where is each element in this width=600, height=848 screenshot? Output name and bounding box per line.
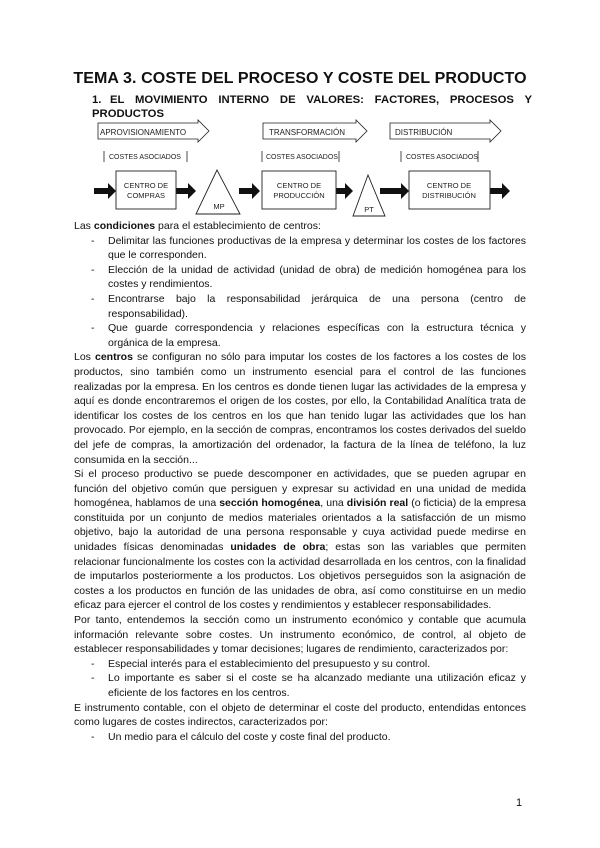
costs-label-1: COSTES ASOCIADOS (109, 154, 181, 161)
homogeneous-section-paragraph: Si el proceso productivo se puede descomponer en actividades, que se pueden agrupar en función del objetivo común que persiguen y expresar su actividad en una unidad de medida homogénea, hablamos de una sección homogénea, una división real (o ficticia) de la empresa constituida por un conjunto de medios materiales orientados a la satisfacción de un mismo objetivo, bajo la autoridad de una persona responsable y cuya actividad puede medirse en unidades físicas denominadas unidades de obra; estas son las variables que permiten relacionar funcionalmente los costes con la actividad desarrollada en los centros, con la finalidad de imputarlos posteriormente a los productos. Los objetivos perseguidos son la asignación de costes a los productos en función de las unidades de obra, así como constituirse en un medio eficaz para ejercer el control de los costes y rendimientos y establecer responsabilidades. (74, 468, 527, 612)
page-number: 1 (516, 797, 523, 809)
center-produccion-line2: PRODUCCIÓN (273, 191, 325, 200)
center-distribucion-line1: CENTRO DE (426, 181, 472, 190)
conditions-list (74, 234, 526, 351)
section-instrument-paragraph: Por tanto, entendemos la sección como un instrumento económico y contable que acumula información relevante sobre costes. Un instrumento económico, de control, al objeto de establecer responsabilidades y tomar decisiones; lugares de rendimiento, caracterizados por: (74, 614, 526, 656)
document-body (74, 219, 526, 744)
list-item: - Especial interés para el establecimiento del presupuesto y su control. (74, 657, 526, 672)
page-title: TEMA 3. COSTE DEL PROCESO Y COSTE DEL PRODUCTO (73, 70, 527, 87)
section-number: 1. (92, 94, 102, 106)
section-title: EL MOVIMIENTO INTERNO DE VALORES: FACTORES, PROCESOS Y PRODUCTOS (92, 94, 532, 120)
costs-label-group-1 (104, 151, 187, 162)
phase-label-3: DISTRIBUCIÓN (395, 128, 453, 137)
center-compras-line2: COMPRAS (127, 191, 165, 200)
term-seccion-homogenea: sección homogénea (219, 497, 321, 510)
center-distribucion-line2: DISTRIBUCIÓN (422, 191, 476, 200)
list-item: - Delimitar las funciones productivas de la empresa y determinar los costes de los factores que le corresponden. (74, 234, 526, 263)
center-distribucion-box (409, 171, 490, 209)
conditions-intro: Las condiciones para el establecimiento de centros: (74, 220, 321, 232)
flow-arrow-5 (380, 183, 409, 199)
list-item: - Un medio para el cálculo del coste y coste final del producto. (74, 730, 526, 745)
conditions-term: condiciones (93, 220, 156, 232)
term-unidades-de-obra: unidades de obra (230, 541, 326, 554)
costs-label-group-3 (401, 151, 478, 162)
phase-label-1: APROVISIONAMIENTO (100, 128, 187, 137)
flow-arrow-3 (239, 183, 260, 199)
accounting-characteristics-list (74, 730, 526, 745)
list-item: - Elección de la unidad de actividad (unidad de obra) de medición homogénea para los costes y rendimientos. (74, 263, 526, 292)
center-compras-box (116, 171, 176, 209)
costs-label-group-2 (262, 151, 339, 162)
flow-arrow-6 (490, 183, 510, 199)
stock-pt-label: PT (364, 205, 374, 214)
stock-mp-label: MP (213, 202, 225, 211)
flow-arrow-1 (94, 183, 116, 199)
phase-label-2: TRANSFORMACIÓN (269, 128, 345, 137)
centers-term: centros (95, 351, 133, 364)
section-heading (92, 93, 532, 121)
flow-arrow-2 (176, 183, 196, 199)
accounting-instrument-paragraph: E instrumento contable, con el objeto de determinar el coste del producto, entendidas entonces como lugares de costes indirectos, caracterizados por: (74, 701, 526, 729)
section-characteristics-list (74, 657, 526, 701)
term-division-real: división real (346, 497, 409, 510)
centers-paragraph: Los centros se configuran no sólo para imputar los costes de los factores a los costes de los productos, sino también como un instrumento esencial para el control de las funciones realizadas por la empresa. En los centros es donde tienen lugar las actividades de la empresa y aquí es donde encontraremos el origen de los costes, por ello, la Contabilidad Analítica trata de identificar los costes de los centros en los que han tenido lugar las actividades que los han provocado. Por ejemplo, en la sección de compras, encontramos los costes derivados del sueldo del jefe de compras, la amortización del ordenador, la factura de la línea de teléfono, la luz consumida en la sección... (74, 351, 526, 466)
value-flow-diagram (88, 118, 528, 218)
flow-arrow-4 (336, 183, 353, 199)
center-produccion-line1: CENTRO DE (276, 181, 322, 190)
center-produccion-box (262, 171, 336, 209)
list-item: - Encontrarse bajo la responsabilidad jerárquica de una persona (centro de responsabilidad). (74, 292, 526, 321)
center-compras-line1: CENTRO DE (123, 181, 169, 190)
costs-label-2: COSTES ASOCIADOS (266, 154, 338, 161)
list-item: - Lo importante es saber si el coste se ha alcanzado mediante una utilización eficaz y eficiente de los factores en los centros. (74, 671, 526, 700)
costs-label-3: COSTES ASOCIADOS (406, 154, 478, 161)
list-item: - Que guarde correspondencia y relaciones específicas con la estructura técnica y orgánica de la empresa. (74, 321, 526, 350)
